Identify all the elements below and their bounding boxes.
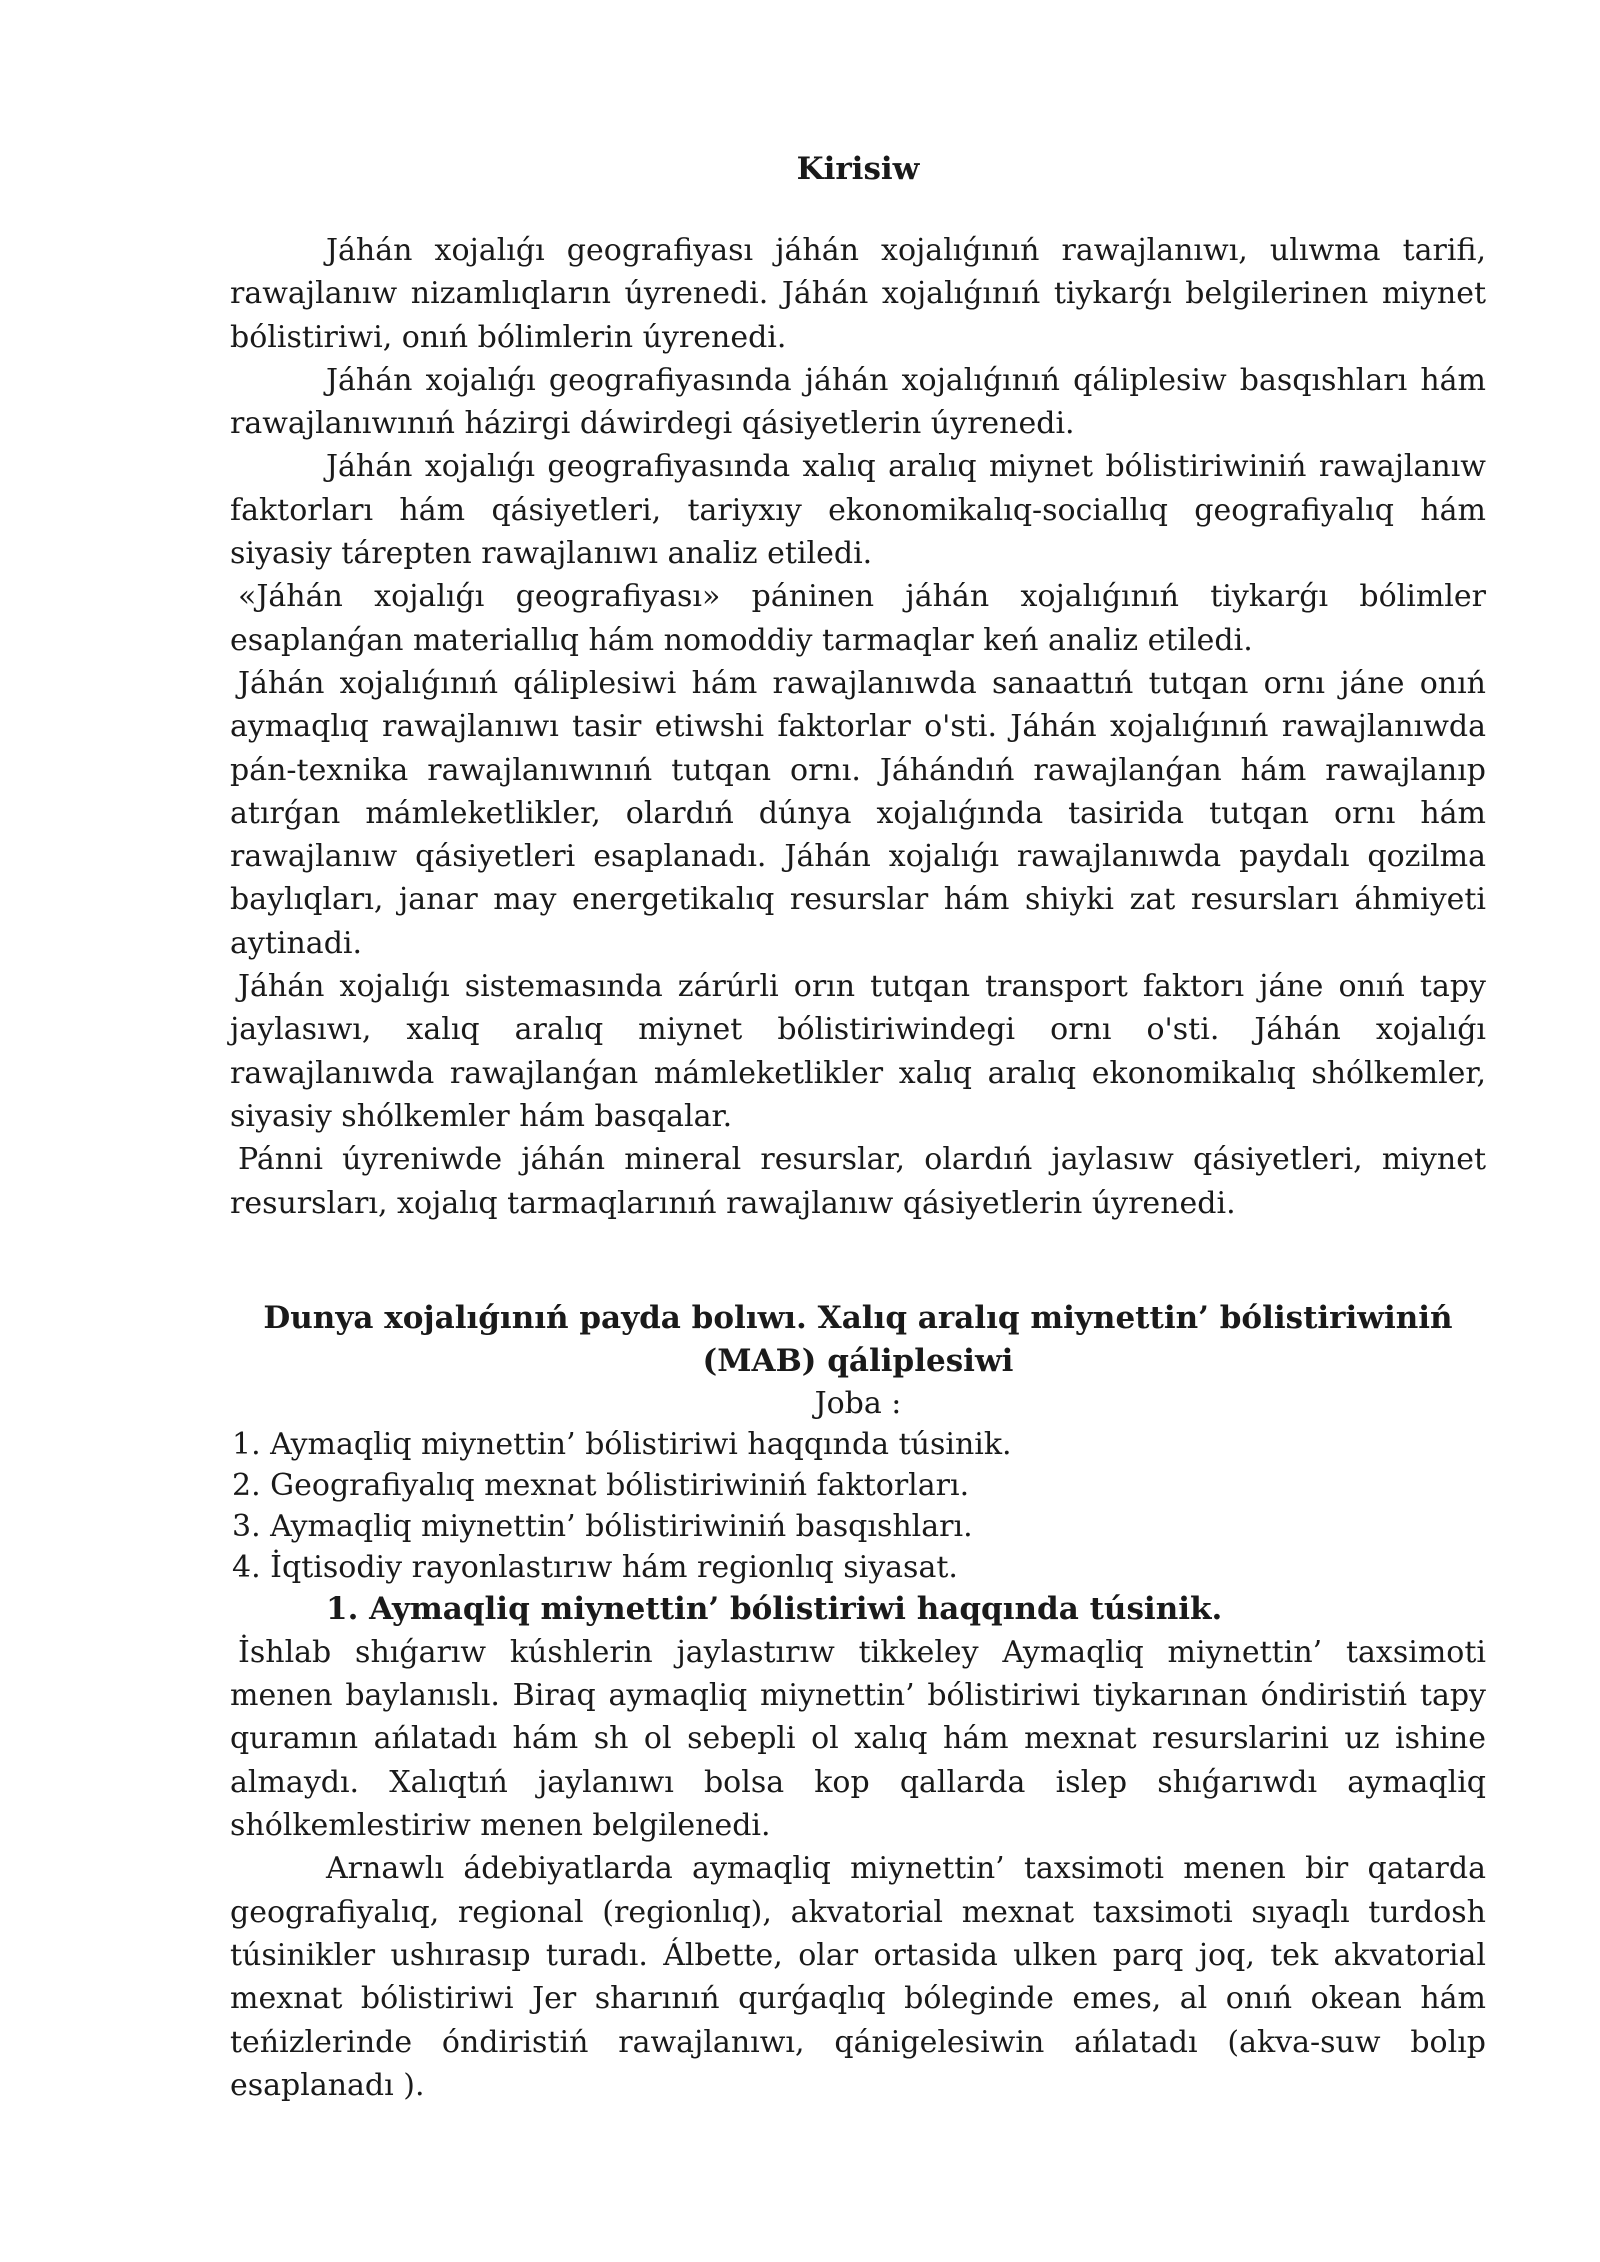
plan-item: 3. Aymaqliq miynettin’ bólistiriwiniń basqıshları.	[232, 1508, 973, 1544]
intro-paragraph: «Jáhán xojalıǵı geografiyası» páninen jáhán xojalıǵınıń tiykarǵı bólimler esaplanǵan materiallıq hám nomoddiy tarmaqlar keń analiz etiledi.	[230, 579, 1486, 658]
plan-item: 2. Geografiyalıq mexnat bólistiriwiniń faktorları.	[232, 1467, 970, 1503]
section-heading: Dunya xojalıǵınıń payda bolıwı. Xalıq aralıq miynettin’ bólistiriwiniń (MAB) qáliplesiwi	[263, 1299, 1453, 1379]
page-title: Kirisiw	[796, 151, 920, 187]
intro-paragraph: Jáhán xojalıǵı geografiyası jáhán xojalıǵınıń rawajlanıwı, ulıwma tarifi, rawajlanıw nizamlıqların úyrenedi. Jáhán xojalıǵınıń tiykarǵı belgilerinen miynet bólistiriwi, onıń bólimlerin úyrenedi.	[230, 233, 1486, 355]
plan-list	[230, 1424, 1486, 1588]
intro-paragraph: Pánni úyreniwde jáhán mineral resurslar, olardıń jaylasıw qásiyetleri, miynet resursları, xojalıq tarmaqlarınıń rawajlanıw qásiyetlerin úyrenedi.	[230, 1142, 1486, 1221]
subsection-heading: 1. Aymaqliq miynettin’ bólistiriwi haqqında túsinik.	[326, 1590, 1223, 1627]
intro-paragraph: Jáhán xojalıǵı geografiyasında jáhán xojalıǵınıń qáliplesiw basqıshları hám rawajlanıwınıń házirgi dáwirdegi qásiyetlerin úyrenedi.	[230, 362, 1486, 442]
intro-paragraph: Jáhán xojalıǵı sistemasında zárúrli orın tutqan transport faktorı jáne onıń tapy jaylasıwı, xalıq aralıq miynet bólistiriwindegi ornı o'sti. Jáhán xojalıǵı rawajlanıwda rawajlanǵan mámleketlikler xalıq aralıq ekonomikalıq shólkemler, siyasiy shólkemler hám basqalar.	[230, 969, 1486, 1134]
body-paragraph: İshlab shıǵarıw kúshlerin jaylastırıw tikkeley Aymaqliq miynettin’ taxsimoti menen baylanıslı. Biraq aymaqliq miynettin’ bólistiriwi tiykarınan óndiristiń tapy quramın ańlatadı hám sh ol sebepli ol xalıq hám mexnat resurslarini uz ishine almaydı. Xalıqtıń jaylanıwı bolsa kop qallarda islep shıǵarıwdı aymaqliq shólkemlestiriw menen belgilenedi.	[230, 1634, 1486, 1844]
plan-item: 4. İqtisodiy rayonlastırıw hám regionlıq siyasat.	[232, 1549, 958, 1585]
intro-paragraph: Jáhán xojalıǵı geografiyasında xalıq aralıq miynet bólistiriwiniń rawajlanıw faktorları hám qásiyetleri, tariyxıy ekonomikalıq-sociallıq geografiyalıq hám siyasiy tárepten rawajlanıwı analiz etiledi.	[230, 449, 1486, 572]
plan-item: 1. Aymaqliq miynettin’ bólistiriwi haqqında túsinik.	[232, 1426, 1012, 1462]
document-page	[230, 148, 1486, 2107]
body-paragraph: Arnawlı ádebiyatlarda aymaqliq miynettin’ taxsimoti menen bir qatarda geografiyalıq, regional (regionlıq), akvatorial mexnat taxsimoti sıyaqlı turdosh túsinikler ushırasıp turadı. Álbette, olar ortasida ulken parq joq, tek akvatorial mexnat bólistiriwi Jer sharınıń qurǵaqlıq bóleginde emes, al onıń okean hám teńizlerinde óndiristiń rawajlanıwı, qánigelesiwin ańlatadı (akva-suw bolıp esaplanadı ).	[230, 1851, 1486, 2103]
intro-paragraph: Jáhán xojalıǵınıń qáliplesiwi hám rawajlanıwda sanaattıń tutqan ornı jáne onıń aymaqlıq rawajlanıwı tasir etiwshi faktorlar o'sti. Jáhán xojalıǵınıń rawajlanıwda pán-texnika rawajlanıwınıń tutqan ornı. Jáhándıń rawajlanǵan hám rawajlanıp atırǵan mámleketlikler, olardıń dúnya xojalıǵında tasirida tutqan ornı hám rawajlanıw qásiyetleri esaplanadı. Jáhán xojalıǵı rawajlanıwda paydalı qozilma baylıqları, janar may energetikalıq resurslar hám shiyki zat resursları áhmiyeti aytinadi.	[230, 665, 1486, 961]
plan-label: Joba :	[814, 1385, 902, 1421]
